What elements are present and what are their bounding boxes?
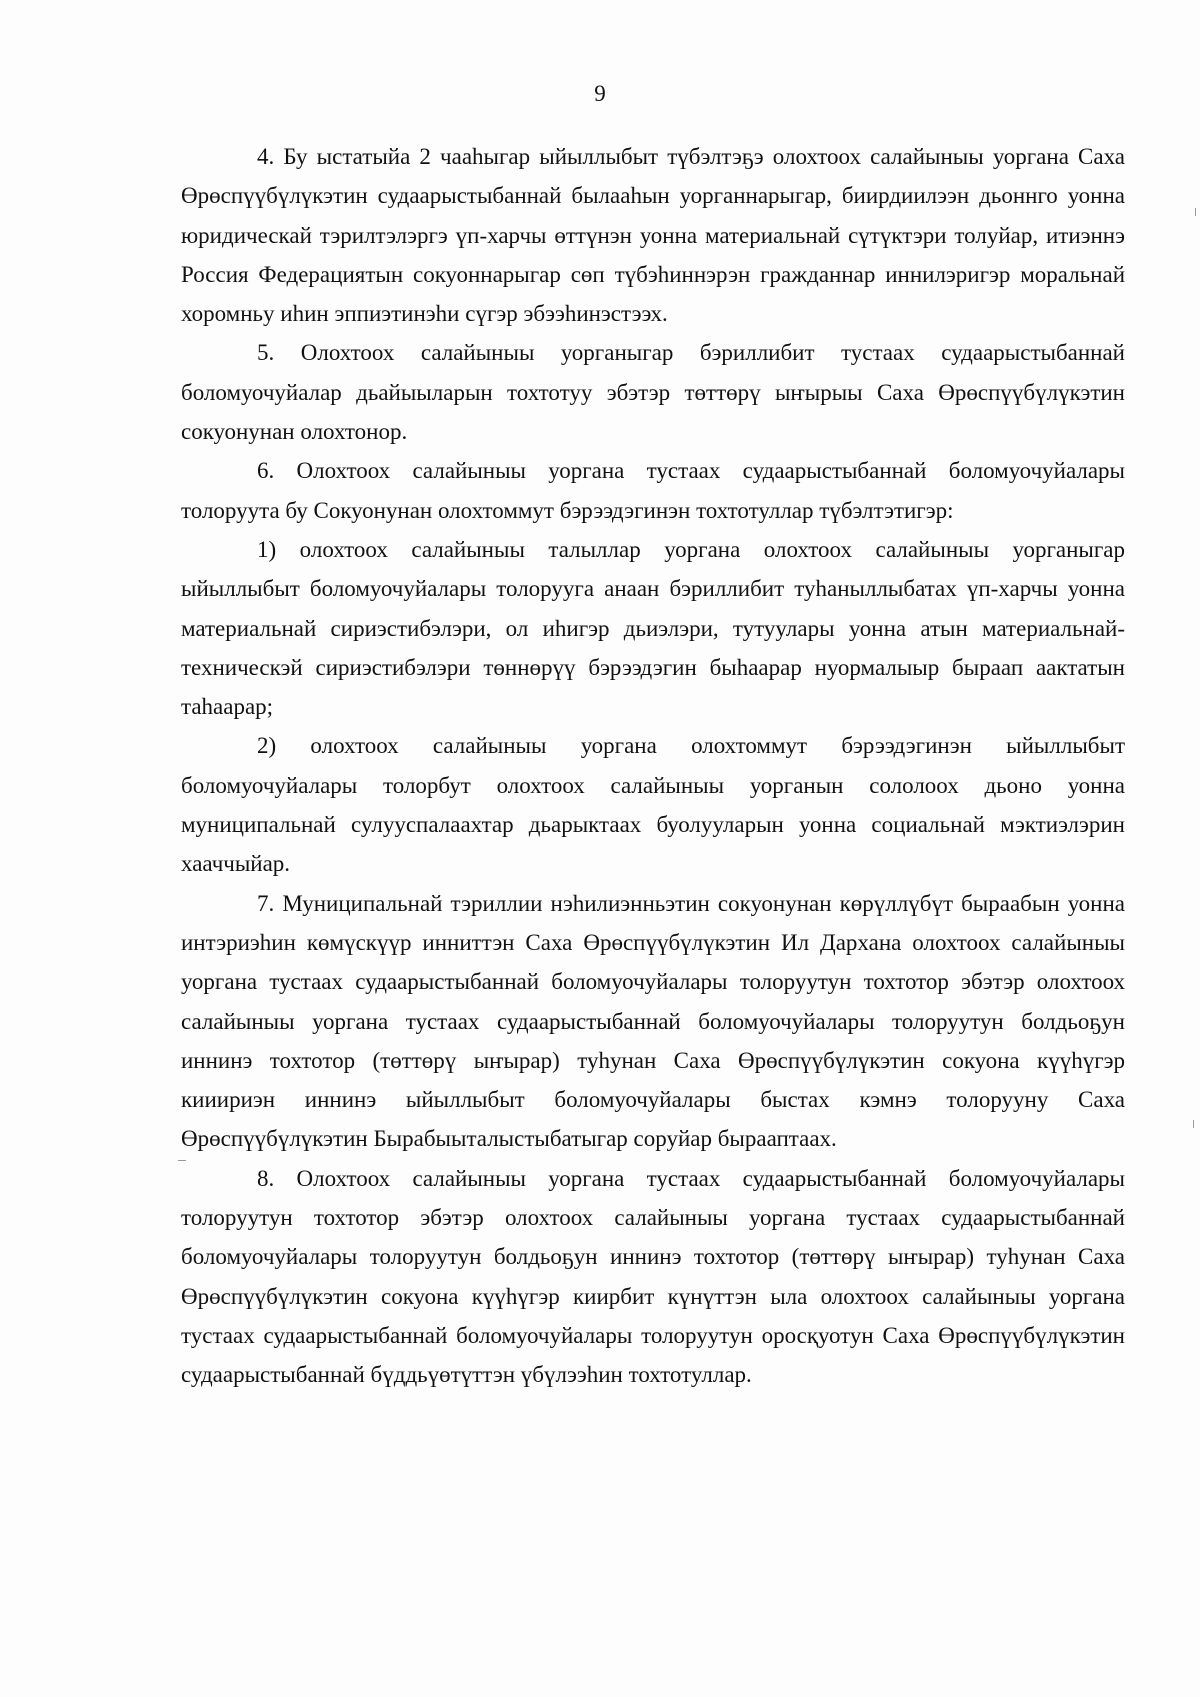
scan-speck xyxy=(1193,1120,1194,1128)
paragraph-item-7: 7. Муниципальнай тэриллии нэһилиэнньэтин сокуонунан көрүллүбүт быраабын уонна интэриэһин көмүскүүр инниттэн Саха Өрөспүүбүлүкэтин Ил Дархана олохтоох салайыныы уоргана тустаах судаарыстыбаннай боломуочуйалары толоруутун тохтотор эбэтэр олохтоох салайыныы уоргана тустаах судаарыстыбаннай боломуочуйалары толоруутун болдьоҕун иннинэ тохтотор (төттөрү ыҥырар) туһунан Саха Өрөспүүбүлүкэтин сокуона күүһүгэр кииириэн иннинэ ыйыллыбыт боломуочуйалары быстах кэмнэ толорууну Саха Өрөспүүбүлүкэтин Бырабыыталыстыбатыгар соруйар бырааптаах. xyxy=(181,890,1125,1152)
document-body xyxy=(181,137,1125,1395)
paragraph-item-5: 5. Олохтоох салайыныы уорганыгар бэриллибит тустаах судаарыстыбаннай боломуочуйалар дьайыыларын тохтотуу эбэтэр төттөрү ыҥырыы Саха Өрөспүүбүлүкэтин сокуонунан олохтонор. xyxy=(181,340,1125,445)
paragraph-subitem-1: 1) олохтоох салайыныы талыллар уоргана олохтоох салайыныы уорганыгар ыйыллыбыт боломуочуйалары толорууга анаан бэриллибит туһаныллыбатах үп-харчы уонна материальнай сириэстибэлэри, ол иһигэр дьиэлэри, тутуулары уонна атын материальнай-техническэй сириэстибэлэри төннөрүү бэрээдэгин быһаарар нуормалыыр быраап аактатын таһаарар; xyxy=(181,536,1125,720)
paragraph-item-8: 8. Олохтоох салайыныы уоргана тустаах судаарыстыбаннай боломуочуйалары толоруутун тохтотор эбэтэр олохтоох салайыныы уоргана тустаах судаарыстыбаннай боломуочуйалары толоруутун болдьоҕун иннинэ тохтотор (төттөрү ыҥырар) туһунан Саха Өрөспүүбүлүкэтин сокуона күүһүгэр киирбит күнүттэн ыла олохтоох салайыныы уоргана тустаах судаарыстыбаннай боломуочуйалары толоруутун оросқуотун Саха Өрөспүүбүлүкэтин судаарыстыбаннай бүддьүөтүттэн үбүлээһин тохтотуллар. xyxy=(181,1165,1125,1388)
page-number: 9 xyxy=(594,81,606,106)
paragraph-item-6: 6. Олохтоох салайыныы уоргана тустаах судаарыстыбаннай боломуочуйалары толоруута бу Сокуонунан олохтоммут бэрээдэгинэн тохтотуллар түбэлтэтигэр: xyxy=(181,458,1125,523)
scan-speck xyxy=(178,1160,186,1161)
scan-speck xyxy=(1195,208,1196,216)
paragraph-subitem-2: 2) олохтоох салайыныы уоргана олохтоммут бэрээдэгинэн ыйыллыбыт боломуочуйалары толорбут олохтоох салайыныы уорганын сололоох дьоно уонна муниципальнай сулууспалаахтар дьарыктаах буолууларын уонна социальнай мэктиэлэрин хааччыйар. xyxy=(181,733,1125,877)
paragraph-item-4: 4. Бу ыстатыйа 2 чааһыгар ыйыллыбыт түбэлтэҕэ олохтоох салайыныы уоргана Саха Өрөспүүбүлүкэтин судаарыстыбаннай былааһын уорганнарыгар, биирдиилээн дьоннго уонна юридическай тэрилтэлэргэ үп-харчы өттүнэн уонна материальнай сүтүктэри толуйар, итиэннэ Россия Федерациятын сокуоннарыгар сөп түбэһиннэрэн гражданнар иннилэригэр моральнай хоромньу иһин эппиэтинэһи сүгэр эбээһинэстээх. xyxy=(181,144,1125,327)
